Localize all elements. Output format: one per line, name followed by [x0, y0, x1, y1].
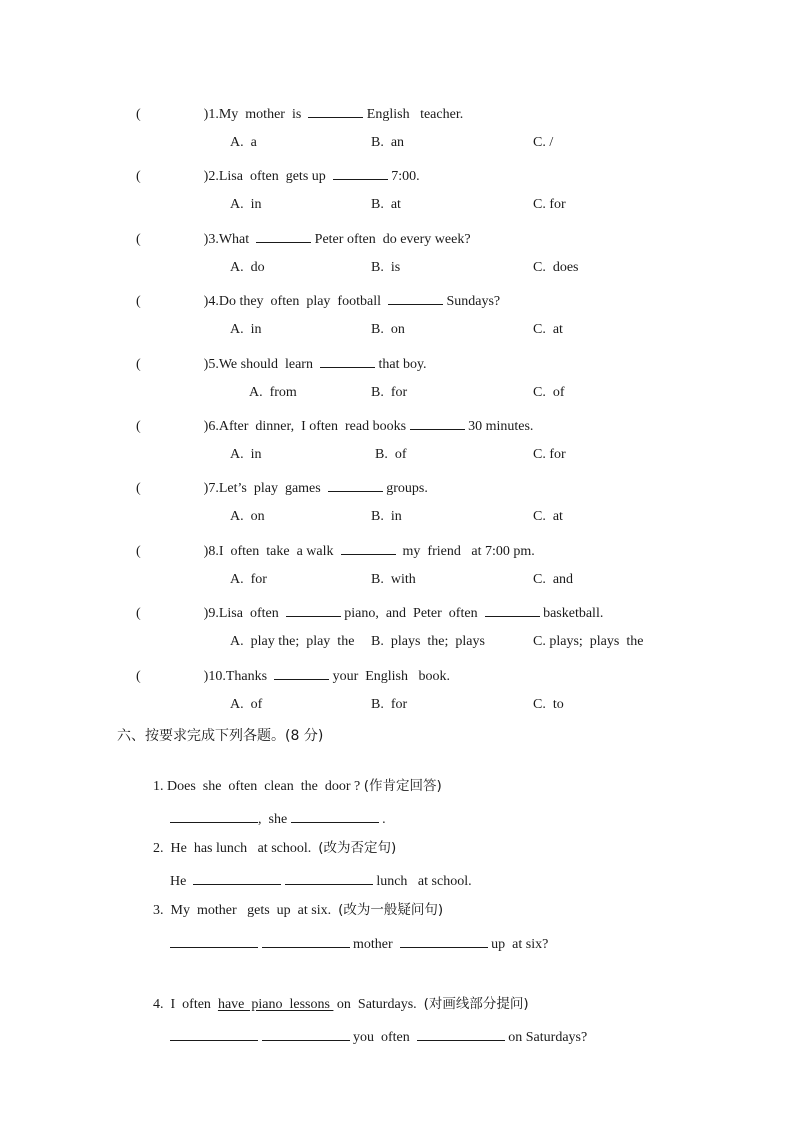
- question-number: )6.: [203, 419, 219, 434]
- answer-blank[interactable]: [400, 933, 488, 948]
- s6-q3-instruction: (改为一般疑问句): [338, 902, 444, 918]
- question-number: )3.: [203, 232, 219, 247]
- section-title: 六、按要求完成下列各题。(8 分): [117, 728, 324, 744]
- question-text-post: 30 minutes.: [464, 419, 534, 434]
- question-text-pre: What: [218, 232, 257, 247]
- answer-paren-open: (: [136, 294, 141, 309]
- option-c[interactable]: C. for: [533, 197, 566, 212]
- question-text-post: your English book.: [329, 669, 451, 684]
- option-c[interactable]: C. of: [533, 385, 565, 400]
- option-a[interactable]: A. a: [230, 135, 257, 150]
- question-text-post: basketball.: [539, 606, 604, 621]
- option-a[interactable]: A. from: [249, 385, 297, 400]
- question-text-pre: Let’s play games: [218, 481, 328, 496]
- fill-blank[interactable]: [485, 602, 540, 617]
- s6-a4-end: on Saturdays?: [504, 1030, 588, 1045]
- option-c[interactable]: C. at: [533, 322, 563, 337]
- option-b[interactable]: B. of: [375, 447, 407, 462]
- mc-question: [136, 602, 603, 623]
- option-b[interactable]: B. at: [371, 197, 401, 212]
- option-c[interactable]: C. plays; plays the: [533, 634, 644, 649]
- s6-answer-3: [163, 915, 548, 954]
- option-c[interactable]: C. for: [533, 447, 566, 462]
- question-text-post: Sundays?: [442, 294, 501, 309]
- option-c[interactable]: C. does: [533, 260, 579, 275]
- option-b[interactable]: B. with: [371, 572, 416, 587]
- question-number: )4.: [203, 294, 219, 309]
- s6-q3-text: 3. My mother gets up at six.: [153, 903, 339, 918]
- s6-a2-end: lunch at school.: [372, 874, 472, 889]
- question-text-pre: We should learn: [218, 357, 320, 372]
- question-number: )8.: [203, 544, 219, 559]
- option-c[interactable]: C. and: [533, 572, 574, 587]
- option-a[interactable]: A. of: [230, 697, 263, 712]
- s6-q2-instruction: (改为否定句): [318, 840, 397, 856]
- s6-q2-text: 2. He has lunch at school.: [153, 841, 319, 856]
- question-text-pre: Lisa often: [218, 606, 286, 621]
- question-text-pre: Thanks: [225, 669, 275, 684]
- option-a[interactable]: A. play the; play the: [230, 634, 355, 649]
- answer-paren-open: (: [136, 169, 141, 184]
- option-a[interactable]: A. in: [230, 447, 262, 462]
- option-c[interactable]: C. at: [533, 509, 563, 524]
- mc-question: [136, 103, 463, 124]
- option-b[interactable]: B. for: [371, 697, 408, 712]
- answer-blank[interactable]: [170, 933, 258, 948]
- option-b[interactable]: B. for: [371, 385, 408, 400]
- s6-q4-post: on Saturdays.: [333, 997, 424, 1012]
- answer-blank[interactable]: [417, 1026, 505, 1041]
- answer-paren-open: (: [136, 606, 141, 621]
- answer-paren-open: (: [136, 544, 141, 559]
- mc-question: [136, 353, 427, 374]
- question-text-pre: After dinner, I often read books: [218, 419, 410, 434]
- question-number: )10.: [203, 669, 226, 684]
- question-text-pre: Do they often play football: [218, 294, 388, 309]
- answer-blank[interactable]: [262, 933, 350, 948]
- option-a[interactable]: A. in: [230, 322, 262, 337]
- fill-blank[interactable]: [333, 165, 388, 180]
- option-a[interactable]: A. do: [230, 260, 265, 275]
- fill-blank[interactable]: [286, 602, 341, 617]
- mc-question: [136, 540, 535, 561]
- s6-answer-4: [163, 1008, 587, 1047]
- s6-q4-instruction: (对画线部分提问): [423, 996, 529, 1012]
- mc-question: [136, 477, 428, 498]
- option-a[interactable]: A. on: [230, 509, 265, 524]
- answer-blank[interactable]: [262, 1026, 350, 1041]
- question-text-post: Peter often do every week?: [311, 232, 471, 247]
- mc-question: [136, 415, 533, 436]
- fill-blank[interactable]: [308, 103, 363, 118]
- question-text-post: groups.: [382, 481, 428, 496]
- mc-question: [136, 165, 420, 186]
- s6-q1-instruction: (作肯定回答): [363, 778, 442, 794]
- question-text-post: 7:00.: [387, 169, 420, 184]
- mc-question: [136, 228, 471, 249]
- answer-paren-open: (: [136, 481, 141, 496]
- option-a[interactable]: A. in: [230, 197, 262, 212]
- fill-blank[interactable]: [274, 665, 329, 680]
- question-number: )2.: [203, 169, 219, 184]
- answer-paren-open: (: [136, 669, 141, 684]
- s6-q4-pre: 4. I often: [153, 997, 218, 1012]
- option-b[interactable]: B. is: [371, 260, 401, 275]
- answer-paren-open: (: [136, 357, 141, 372]
- question-text-pre: I often take a walk: [218, 544, 341, 559]
- s6-a4-mid: you often: [349, 1030, 417, 1045]
- question-text-post: that boy.: [374, 357, 427, 372]
- answer-blank[interactable]: [170, 1026, 258, 1041]
- question-number: )9.: [203, 606, 219, 621]
- fill-blank[interactable]: [320, 353, 375, 368]
- fill-blank[interactable]: [256, 228, 311, 243]
- question-number: )1.: [203, 107, 219, 122]
- option-b[interactable]: B. plays the; plays: [371, 634, 485, 649]
- s6-a1-mid: , she: [258, 812, 291, 827]
- s6-a1-end: .: [378, 812, 386, 827]
- answer-paren-open: (: [136, 232, 141, 247]
- mc-question: [136, 665, 450, 686]
- answer-paren-open: (: [136, 419, 141, 434]
- fill-blank[interactable]: [410, 415, 465, 430]
- option-b[interactable]: B. on: [371, 322, 405, 337]
- question-number: )5.: [203, 357, 219, 372]
- question-number: )7.: [203, 481, 219, 496]
- s6-q4-underlined: have piano lessons: [217, 997, 334, 1012]
- s6-a2-start: He: [170, 874, 194, 889]
- fill-blank[interactable]: [328, 477, 383, 492]
- mc-question: [136, 290, 500, 311]
- s6-a3-mid: mother: [349, 937, 400, 952]
- answer-paren-open: (: [136, 107, 141, 122]
- fill-blank[interactable]: [388, 290, 443, 305]
- option-a[interactable]: A. for: [230, 572, 267, 587]
- question-text-mid: piano, and Peter often: [340, 606, 485, 621]
- s6-a3-end: up at six?: [487, 937, 549, 952]
- option-b[interactable]: B. in: [371, 509, 402, 524]
- question-text-pre: My mother is: [218, 107, 309, 122]
- question-text-pre: Lisa often gets up: [218, 169, 333, 184]
- question-text-post: my friend at 7:00 pm.: [395, 544, 535, 559]
- option-c[interactable]: C. to: [533, 697, 564, 712]
- option-c[interactable]: C. /: [533, 135, 554, 150]
- fill-blank[interactable]: [341, 540, 396, 555]
- s6-q1-text: 1. Does she often clean the door ?: [153, 779, 364, 794]
- question-text-post: English teacher.: [363, 107, 464, 122]
- option-b[interactable]: B. an: [371, 135, 405, 150]
